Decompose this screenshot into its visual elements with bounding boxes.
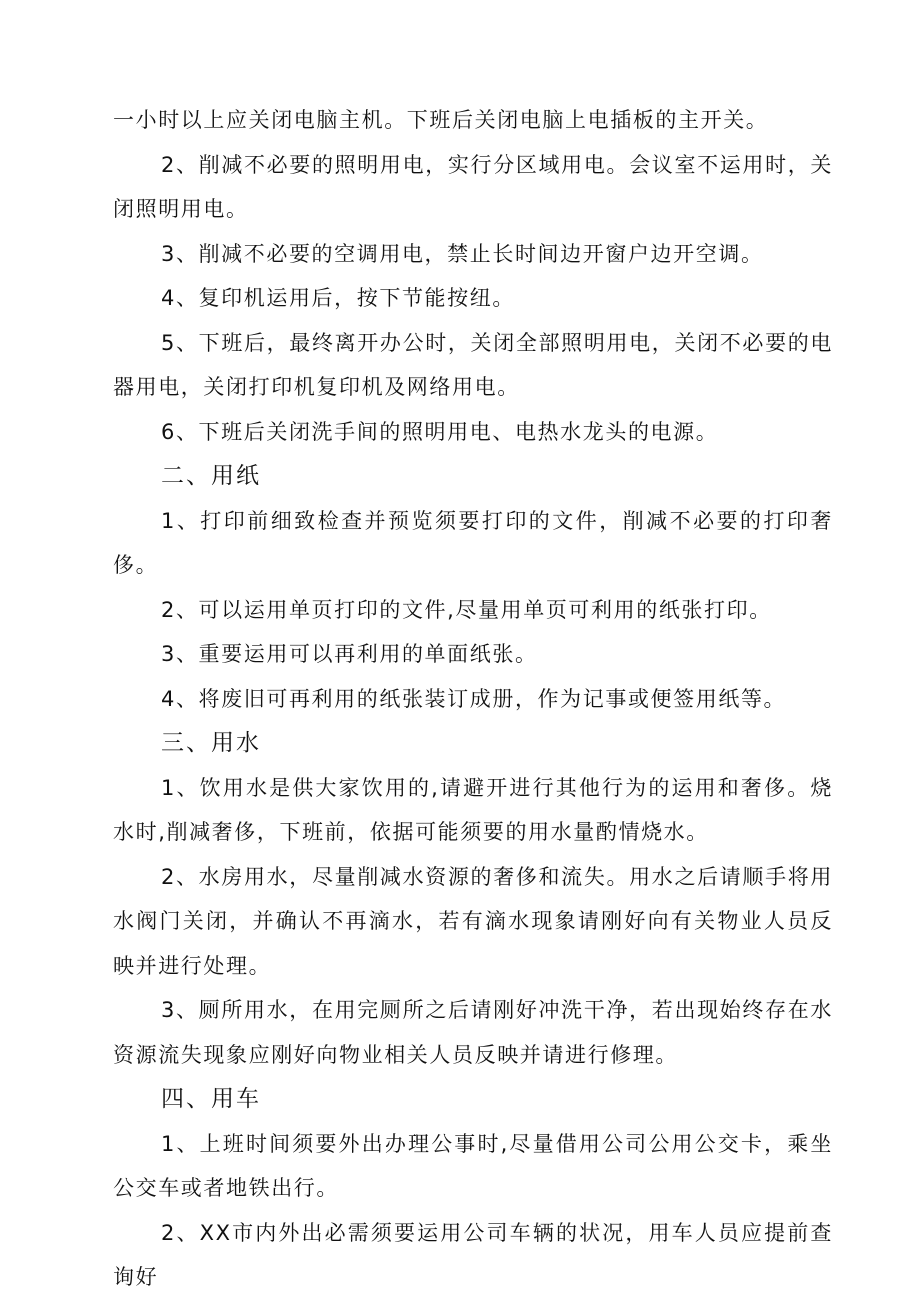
paragraph-water-2: 2、水房用水，尽量削减水资源的奢侈和流失。用水之后请顺手将用水阀门关闭，并确认不再滴水，若有滴水现象请刚好向有关物业人员反映并进行处理。 (113, 864, 833, 978)
document-body (113, 98, 833, 1300)
paragraph-paper-1: 1、打印前细致检查并预览须要打印的文件，削减不必要的打印奢侈。 (113, 508, 833, 577)
paragraph-electricity-2: 2、削减不必要的照明用电，实行分区域用电。会议室不运用时，关闭照明用电。 (113, 152, 833, 221)
section-heading-water: 三、用水 (161, 730, 261, 756)
paragraph-car-1: 1、上班时间须要外出办理公事时,尽量借用公司公用公交卡，乘坐公交车或者地铁出行。 (113, 1131, 833, 1200)
paragraph-electricity-3: 3、削减不必要的空调用电，禁止长时间边开窗户边开空调。 (161, 241, 764, 266)
paragraph-car-2: 2、XX市内外出必需须要运用公司车辆的状况，用车人员应提前查询好 (113, 1220, 833, 1289)
paragraph-water-3: 3、厕所用水，在用完厕所之后请刚好冲洗干净，若出现始终存在水资源流失现象应刚好向物业相关人员反映并请进行修理。 (113, 998, 833, 1067)
paragraph-continued: 一小时以上应关闭电脑主机。下班后关闭电脑上电插板的主开关。 (113, 108, 769, 132)
section-heading-paper: 二、用纸 (161, 463, 261, 489)
section-heading-car: 四、用车 (161, 1086, 261, 1112)
paragraph-paper-4: 4、将废旧可再利用的纸张装订成册，作为记事或便签用纸等。 (161, 686, 787, 711)
paragraph-electricity-6: 6、下班后关闭洗手间的照明用电、电热水龙头的电源。 (161, 419, 719, 444)
paragraph-electricity-5: 5、下班后，最终离开办公时，关闭全部照明用电，关闭不必要的电器用电，关闭打印机复印机及网络用电。 (113, 330, 833, 399)
paragraph-paper-3: 3、重要运用可以再利用的单面纸张。 (161, 642, 538, 666)
paragraph-water-1: 1、饮用水是供大家饮用的,请避开进行其他行为的运用和奢侈。烧水时,削减奢侈，下班前，依据可能须要的用水量酌情烧水。 (113, 775, 833, 844)
paragraph-electricity-4: 4、复印机运用后，按下节能按纽。 (161, 286, 515, 310)
paragraph-paper-2: 2、可以运用单页打印的文件,尽量用单页可利用的纸张打印。 (161, 597, 772, 622)
